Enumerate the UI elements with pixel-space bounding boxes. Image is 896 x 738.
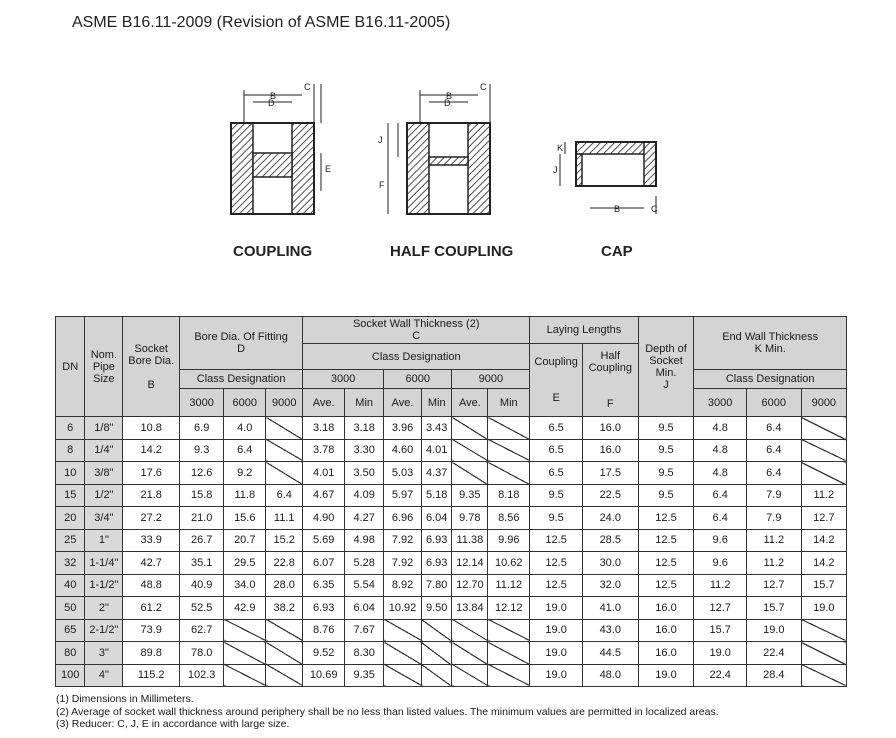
table-cell: 9.5 [638,462,694,485]
header-wall-class-9000: 9000 [452,370,530,389]
not-applicable-cell [488,664,530,687]
cell-nps: 3/8" [85,462,123,485]
footnotes [56,693,719,731]
table-cell: 44.5 [582,642,638,665]
table-row [56,417,847,440]
table-cell: 5.18 [421,484,452,507]
table-cell: 10.62 [488,552,530,575]
header-laying-lengths: Laying Lengths [530,317,638,344]
table-cell: 6.5 [530,439,583,462]
svg-text:C: C [651,204,658,214]
table-cell: 29.5 [224,552,266,575]
table-cell: 19.0 [801,597,846,620]
table-cell: 3.96 [384,417,422,440]
table-cell: 6.4 [746,462,801,485]
table-cell: 19.0 [638,664,694,687]
table-cell: 9.5 [638,417,694,440]
header-bore-9000: 9000 [266,389,303,417]
table-cell: 6.4 [746,417,801,440]
not-applicable-cell [452,417,488,440]
table-row [56,439,847,462]
not-applicable-cell [801,642,846,665]
table-cell: 6.4 [694,484,747,507]
not-applicable-cell [488,462,530,485]
table-cell: 12.6 [180,462,224,485]
table-cell: 4.27 [345,507,384,530]
not-applicable-cell [266,439,303,462]
table-cell: 10.8 [123,417,180,440]
table-cell: 6.5 [530,462,583,485]
table-cell: 12.14 [452,552,488,575]
svg-text:J: J [553,165,558,175]
table-cell: 15.7 [694,619,747,642]
table-cell: 33.9 [123,529,180,552]
cell-dn: 20 [56,507,85,530]
cell-nps: 4" [85,664,123,687]
not-applicable-cell [801,462,846,485]
cell-nps: 3" [85,642,123,665]
table-cell: 48.8 [123,574,180,597]
table-cell: 11.2 [746,529,801,552]
header-wall-6000-ave: Ave. [384,389,422,417]
table-cell: 12.5 [638,574,694,597]
table-cell: 16.0 [582,439,638,462]
svg-text:F: F [379,180,385,190]
table-cell: 8.18 [488,484,530,507]
table-cell: 12.7 [746,574,801,597]
table-cell: 5.69 [303,529,345,552]
coupling-drawing [231,82,331,260]
table-cell: 11.2 [801,484,846,507]
table-cell: 48.0 [582,664,638,687]
header-wall-9000-min: Min [488,389,530,417]
table-row [56,462,847,485]
table-cell: 13.84 [452,597,488,620]
table-cell: 9.2 [224,462,266,485]
not-applicable-cell [801,664,846,687]
table-cell: 28.4 [746,664,801,687]
table-cell: 11.12 [488,574,530,597]
svg-text:B: B [614,204,621,214]
table-cell: 17.6 [123,462,180,485]
table-cell: 35.1 [180,552,224,575]
table-cell: 17.5 [582,462,638,485]
table-cell: 12.70 [452,574,488,597]
table-cell: 8.56 [488,507,530,530]
table-cell: 16.0 [582,417,638,440]
table-cell: 15.7 [746,597,801,620]
coupling-label: COUPLING [233,243,313,260]
table-cell: 6.93 [421,529,452,552]
header-end-wall: End Wall Thickness K Min. [694,317,847,370]
svg-text:J: J [378,135,383,145]
table-cell: 19.0 [530,642,583,665]
table-cell: 40.9 [180,574,224,597]
cell-dn: 6 [56,417,85,440]
cap-label: CAP [601,243,633,260]
table-cell: 16.0 [638,619,694,642]
table-cell: 19.0 [694,642,747,665]
table-cell: 21.0 [180,507,224,530]
table-cell: 4.01 [421,439,452,462]
cell-dn: 15 [56,484,85,507]
half-coupling-drawing [378,82,513,260]
footnote: (2) Average of socket wall thickness around periphery shall be no less than listed values. The minimum values are permitted in localized areas. [56,705,719,718]
table-cell: 34.0 [224,574,266,597]
svg-text:C: C [304,82,311,92]
cell-nps: 2" [85,597,123,620]
table-cell: 6.04 [345,597,384,620]
table-cell: 4.8 [694,462,747,485]
header-bore-class-designation: Class Designation [180,370,303,389]
table-cell: 5.54 [345,574,384,597]
not-applicable-cell [452,642,488,665]
header-coupling: Coupling E [530,344,583,417]
footnote: (3) Reducer: C, J, E in accordance with large size. [56,718,290,730]
table-cell: 6.4 [224,439,266,462]
table-cell: 6.4 [746,439,801,462]
header-wall-3000-ave: Ave. [303,389,345,417]
table-row [56,484,847,507]
fitting-drawings [0,0,896,300]
table-cell: 6.93 [303,597,345,620]
table-cell: 12.5 [638,507,694,530]
table-cell: 3.50 [345,462,384,485]
table-cell: 102.3 [180,664,224,687]
table-cell: 4.67 [303,484,345,507]
header-end-6000: 6000 [746,389,801,417]
table-cell: 6.5 [530,417,583,440]
table-cell: 16.0 [638,597,694,620]
table-cell: 4.8 [694,439,747,462]
table-cell: 4.01 [303,462,345,485]
not-applicable-cell [224,642,266,665]
table-cell: 4.8 [694,417,747,440]
not-applicable-cell [384,619,422,642]
header-wall-9000-ave: Ave. [452,389,488,417]
table-cell: 9.6 [694,552,747,575]
table-cell: 9.96 [488,529,530,552]
header-end-9000: 9000 [801,389,846,417]
table-cell: 12.5 [638,552,694,575]
table-cell: 41.0 [582,597,638,620]
table-cell: 19.0 [530,664,583,687]
table-cell: 11.8 [224,484,266,507]
table-row [56,597,847,620]
table-cell: 4.60 [384,439,422,462]
table-cell: 52.5 [180,597,224,620]
table-cell: 19.0 [746,619,801,642]
svg-text:K: K [557,143,564,153]
table-cell: 15.6 [224,507,266,530]
table-cell: 4.0 [224,417,266,440]
header-wall-class-6000: 6000 [384,370,452,389]
not-applicable-cell [266,417,303,440]
table-cell: 7.92 [384,552,422,575]
svg-text:D: D [444,98,451,108]
table-cell: 9.50 [421,597,452,620]
table-cell: 6.9 [180,417,224,440]
not-applicable-cell [452,462,488,485]
table-cell: 73.9 [123,619,180,642]
not-applicable-cell [266,642,303,665]
not-applicable-cell [266,462,303,485]
table-cell: 89.8 [123,642,180,665]
table-cell: 5.97 [384,484,422,507]
header-depth-socket: Depth of Socket Min. J [638,317,694,417]
table-cell: 6.4 [266,484,303,507]
table-cell: 9.6 [694,529,747,552]
table-cell: 4.09 [345,484,384,507]
table-cell: 22.4 [694,664,747,687]
not-applicable-cell [488,439,530,462]
table-cell: 12.7 [801,507,846,530]
not-applicable-cell [421,642,452,665]
table-cell: 7.67 [345,619,384,642]
header-wall-3000-min: Min [345,389,384,417]
table-cell: 9.52 [303,642,345,665]
not-applicable-cell [452,619,488,642]
header-bore-fitting: Bore Dia. Of Fitting D [180,317,303,370]
table-cell: 9.5 [530,507,583,530]
table-cell: 38.2 [266,597,303,620]
not-applicable-cell [384,664,422,687]
table-cell: 62.7 [180,619,224,642]
header-wall-thickness: Socket Wall Thickness (2) C [303,317,530,344]
cell-dn: 32 [56,552,85,575]
cell-dn: 100 [56,664,85,687]
svg-text:B: B [270,91,277,101]
cell-nps: 1/4" [85,439,123,462]
header-bore-3000: 3000 [180,389,224,417]
table-cell: 11.2 [694,574,747,597]
table-cell: 9.5 [638,439,694,462]
table-row [56,642,847,665]
table-cell: 11.2 [746,552,801,575]
table-cell: 12.5 [530,574,583,597]
table-cell: 3.30 [345,439,384,462]
table-cell: 28.0 [266,574,303,597]
not-applicable-cell [224,619,266,642]
header-end-class-designation: Class Designation [694,370,847,389]
table-cell: 8.30 [345,642,384,665]
table-cell: 9.35 [345,664,384,687]
cell-dn: 25 [56,529,85,552]
table-cell: 7.92 [384,529,422,552]
table-cell: 4.90 [303,507,345,530]
half-coupling-label: HALF COUPLING [390,243,514,260]
table-cell: 4.37 [421,462,452,485]
svg-text:E: E [325,164,332,174]
cell-dn: 10 [56,462,85,485]
table-cell: 11.38 [452,529,488,552]
table-cell: 20.7 [224,529,266,552]
not-applicable-cell [801,439,846,462]
table-cell: 6.96 [384,507,422,530]
table-cell: 32.0 [582,574,638,597]
table-cell: 28.5 [582,529,638,552]
table-cell: 6.93 [421,552,452,575]
svg-text:C: C [480,82,487,92]
table-row [56,529,847,552]
footnote: (1) Dimensions in Millimeters. [56,693,194,705]
table-cell: 14.2 [801,529,846,552]
table-cell: 22.8 [266,552,303,575]
table-cell: 3.18 [303,417,345,440]
table-cell: 10.69 [303,664,345,687]
not-applicable-cell [421,619,452,642]
header-end-3000: 3000 [694,389,747,417]
table-cell: 26.7 [180,529,224,552]
cell-dn: 80 [56,642,85,665]
table-cell: 115.2 [123,664,180,687]
not-applicable-cell [801,619,846,642]
cell-dn: 65 [56,619,85,642]
cell-nps: 3/4" [85,507,123,530]
table-cell: 9.3 [180,439,224,462]
header-nps: Nom. Pipe Size [85,317,123,417]
not-applicable-cell [452,439,488,462]
not-applicable-cell [452,664,488,687]
table-cell: 15.7 [801,574,846,597]
not-applicable-cell [488,619,530,642]
table-cell: 43.0 [582,619,638,642]
table-cell: 3.78 [303,439,345,462]
table-cell: 22.4 [746,642,801,665]
table-cell: 10.92 [384,597,422,620]
table-cell: 9.5 [638,484,694,507]
cell-nps: 1/2" [85,484,123,507]
header-bore-6000: 6000 [224,389,266,417]
table-cell: 12.7 [694,597,747,620]
table-row [56,507,847,530]
table-cell: 7.80 [421,574,452,597]
cell-dn: 50 [56,597,85,620]
table-body [56,417,847,687]
cell-dn: 40 [56,574,85,597]
table-cell: 27.2 [123,507,180,530]
table-row [56,574,847,597]
table-cell: 4.98 [345,529,384,552]
table-cell: 12.5 [638,529,694,552]
header-dn: DN [56,317,85,417]
header-socket-bore: Socket Bore Dia. B [123,317,180,417]
document-title: ASME B16.11-2009 (Revision of ASME B16.11-2005) [72,14,451,31]
not-applicable-cell [801,417,846,440]
not-applicable-cell [266,619,303,642]
cell-dn: 8 [56,439,85,462]
table-cell: 78.0 [180,642,224,665]
table-cell: 9.78 [452,507,488,530]
table-cell: 8.76 [303,619,345,642]
table-cell: 19.0 [530,619,583,642]
table-cell: 12.12 [488,597,530,620]
table-cell: 6.04 [421,507,452,530]
table-cell: 42.7 [123,552,180,575]
table-cell: 14.2 [123,439,180,462]
table-cell: 30.0 [582,552,638,575]
table-cell: 15.2 [266,529,303,552]
table-cell: 3.18 [345,417,384,440]
cell-nps: 2-1/2" [85,619,123,642]
table-row [56,619,847,642]
dimensions-table [55,316,847,687]
svg-text:D: D [268,98,275,108]
table-cell: 5.28 [345,552,384,575]
cell-nps: 1" [85,529,123,552]
table-cell: 11.1 [266,507,303,530]
cell-nps: 1/8" [85,417,123,440]
svg-text:B: B [446,91,453,101]
table-cell: 6.4 [694,507,747,530]
table-cell: 21.8 [123,484,180,507]
table-cell: 42.9 [224,597,266,620]
table-cell: 24.0 [582,507,638,530]
table-row [56,664,847,687]
table-cell: 6.35 [303,574,345,597]
table-cell: 15.8 [180,484,224,507]
header-wall-class-3000: 3000 [303,370,384,389]
header-half-coupling: Half Coupling F [582,344,638,417]
table-cell: 5.03 [384,462,422,485]
table-cell: 16.0 [638,642,694,665]
table-cell: 12.5 [530,529,583,552]
cell-nps: 1-1/2" [85,574,123,597]
cap-drawing [553,142,658,260]
table-cell: 9.35 [452,484,488,507]
table-cell: 12.5 [530,552,583,575]
not-applicable-cell [421,664,452,687]
table-cell: 19.0 [530,597,583,620]
cell-nps: 1-1/4" [85,552,123,575]
not-applicable-cell [488,417,530,440]
header-wall-6000-min: Min [421,389,452,417]
not-applicable-cell [384,642,422,665]
header-wall-class-designation: Class Designation [303,344,530,370]
table-cell: 7.9 [746,484,801,507]
not-applicable-cell [266,664,303,687]
table-row [56,552,847,575]
not-applicable-cell [488,642,530,665]
table-cell: 6.07 [303,552,345,575]
table-cell: 61.2 [123,597,180,620]
table-cell: 7.9 [746,507,801,530]
table-cell: 22.5 [582,484,638,507]
table-cell: 8.92 [384,574,422,597]
not-applicable-cell [224,664,266,687]
table-cell: 3.43 [421,417,452,440]
table-cell: 9.5 [530,484,583,507]
table-cell: 14.2 [801,552,846,575]
